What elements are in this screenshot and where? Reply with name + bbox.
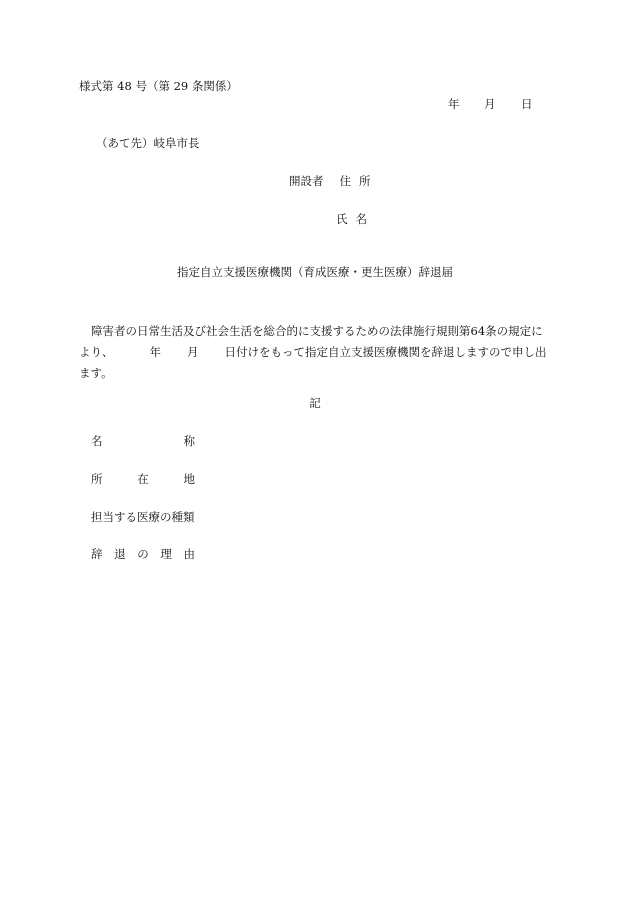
founder-role: 開設者 xyxy=(289,174,324,188)
body-line-2-prefix: より、 xyxy=(79,345,114,359)
body-line-3: ます。 xyxy=(79,366,113,380)
body-line-2-suffix: 日付けをもって指定自立支援医療機関を辞退しますので申し出 xyxy=(224,345,547,359)
item-reason-char-4: 理 xyxy=(160,547,172,561)
body-line-2 xyxy=(79,342,551,363)
item-name-char-2: 称 xyxy=(183,434,195,448)
body-line-2-year: 年 xyxy=(149,345,161,359)
founder-address-line xyxy=(289,176,371,188)
body-line-2-month: 月 xyxy=(187,345,199,359)
item-name-label xyxy=(91,436,195,448)
form-number: 様式第 48 号（第 29 条関係） xyxy=(79,79,238,93)
item-location-char-3: 地 xyxy=(183,472,195,486)
item-reason-label xyxy=(91,549,195,561)
founder-name-char-2: 名 xyxy=(355,212,367,226)
ki-heading: 記 xyxy=(309,396,321,410)
item-reason-char-2: 退 xyxy=(114,547,126,561)
founder-address-char-2: 所 xyxy=(359,174,371,188)
item-reason-char-5: 由 xyxy=(183,547,195,561)
body-line-1-text: 障害者の日常生活及び社会生活を総合的に支援するための法律施行規則第64条の規定に xyxy=(91,324,543,338)
item-location-char-2: 在 xyxy=(137,472,149,486)
item-medical-type-label: 担当する医療の種類 xyxy=(91,510,195,524)
body-paragraph xyxy=(79,321,551,384)
date-day-label: 日 xyxy=(521,97,533,111)
founder-name-char-1: 氏 xyxy=(336,212,348,226)
document-title: 指定自立支援医療機関（育成医療・更生医療）辞退届 xyxy=(177,265,453,279)
founder-name-line xyxy=(336,214,367,226)
item-reason-char-3: の xyxy=(137,547,149,561)
founder-address-char-1: 住 xyxy=(339,174,351,188)
item-name-char-1: 名 xyxy=(91,434,103,448)
date-month-label: 月 xyxy=(484,97,496,111)
item-location-char-1: 所 xyxy=(91,472,103,486)
item-location-label xyxy=(91,474,195,486)
item-reason-char-1: 辞 xyxy=(91,547,103,561)
body-line-1 xyxy=(79,321,551,342)
date-year-label: 年 xyxy=(448,97,460,111)
addressee: （あて先）岐阜市長 xyxy=(96,136,200,150)
